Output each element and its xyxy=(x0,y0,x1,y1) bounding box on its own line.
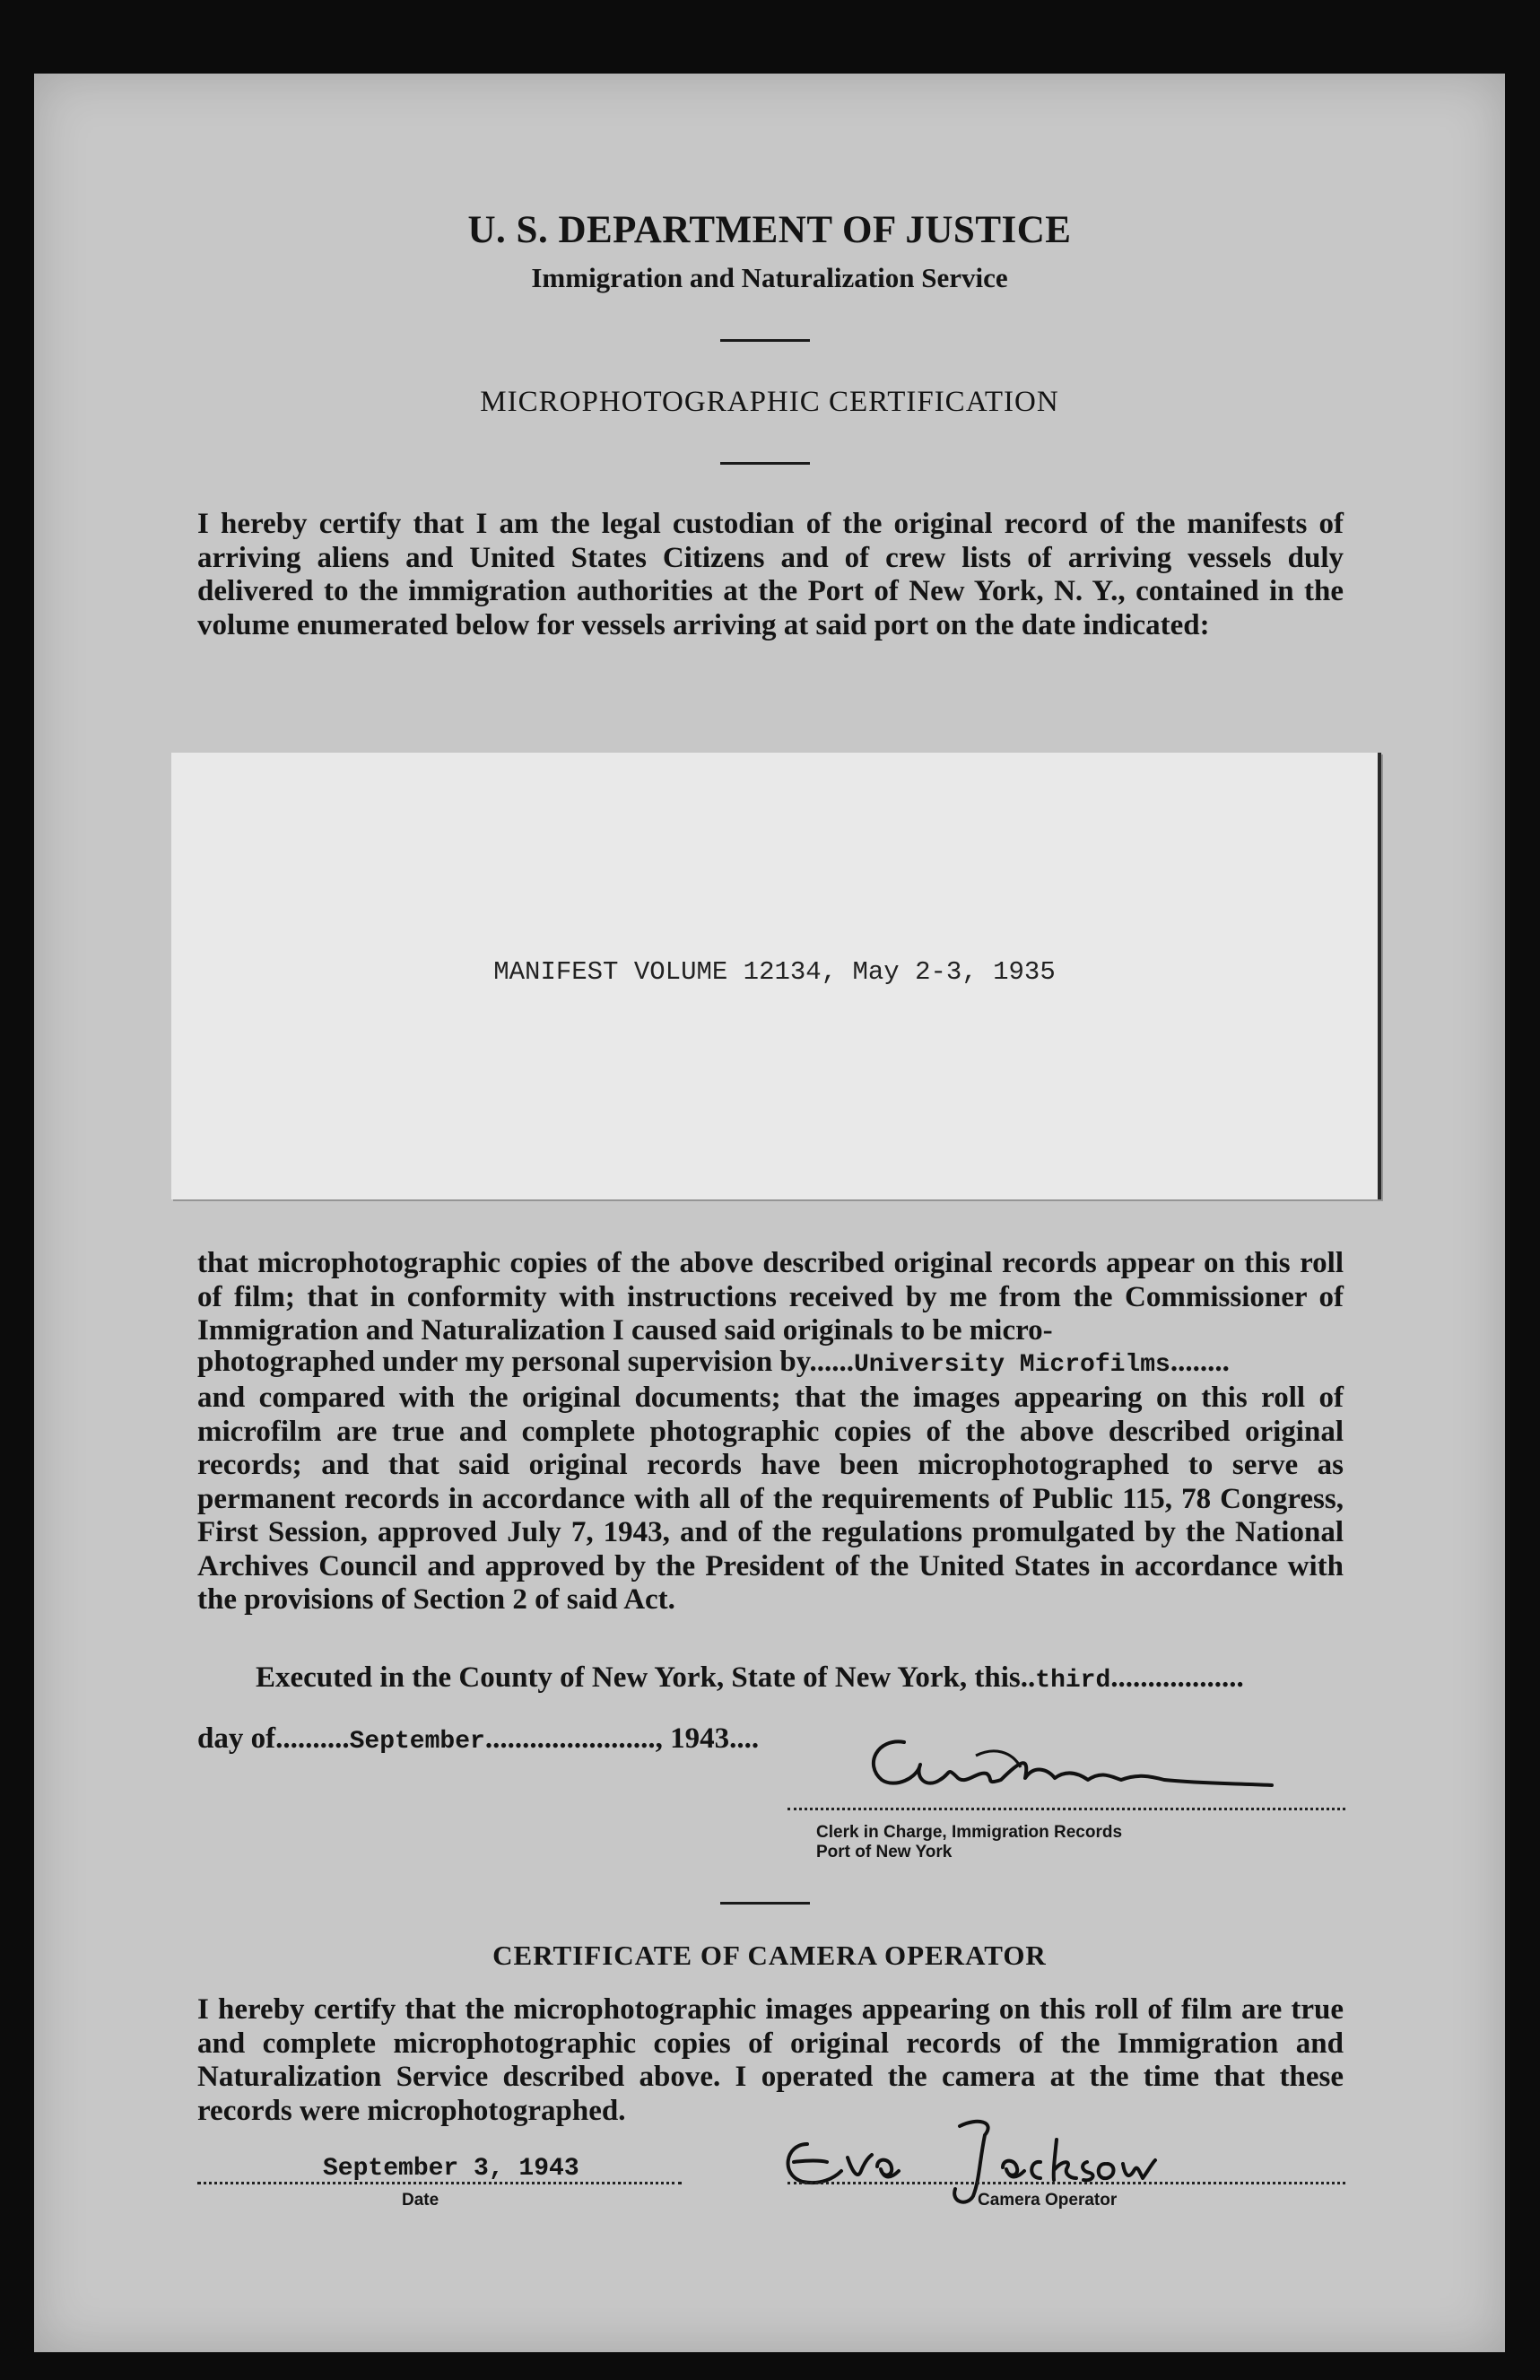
camera-operator-label: Camera Operator xyxy=(978,2191,1118,2210)
execution-line: Executed in the County of New York, State of New York, this..third.................. xyxy=(256,1661,1244,1695)
divider-rule xyxy=(720,1902,810,1905)
manifest-volume-text: MANIFEST VOLUME 12134, May 2-3, 1935 xyxy=(493,957,1056,987)
photographed-line: photographed under my personal supervision by......University Microfilms........ xyxy=(197,1346,1230,1379)
clerk-caption-line2: Port of New York xyxy=(816,1843,953,1861)
camera-date-line xyxy=(197,2182,682,2184)
execution-day: third xyxy=(1035,1667,1111,1695)
body-paragraph-part1: that microphotographic copies of the above described original records appear on this roll of film; that in conformity with instructions received by me from the Commissioner of Immigration and Naturalization I caused said originals to be micro- xyxy=(197,1247,1344,1347)
camera-section-title: CERTIFICATE OF CAMERA OPERATOR xyxy=(492,1940,1047,1971)
divider-rule xyxy=(720,462,810,465)
divider-rule xyxy=(720,339,810,342)
execution-year: , 1943 xyxy=(655,1722,730,1755)
day-of-line: day of..........September......................., 1943.... xyxy=(197,1722,760,1756)
intro-paragraph: I hereby certify that I am the legal custodian of the original record of the manifests of arriving aliens and United States Citizens and of crew lists of arriving vessels duly delivered to the immigration authorities at the Port of New York, N. Y., contained in the volume enumerated below for vessels arriving at said port on the date indicated: xyxy=(197,508,1344,641)
certificate-page xyxy=(34,74,1505,2352)
photographer-name: University Microfilms xyxy=(853,1351,1170,1379)
camera-paragraph: I hereby certify that the microphotographic images appearing on this roll of film are true and complete microphotographic copies of original records of the Immigration and Naturalization Service described above. I operated the camera at the time that these records were microphotographed. xyxy=(197,1993,1344,2127)
execution-month: September xyxy=(349,1728,485,1756)
camera-operator-line xyxy=(787,2182,1345,2184)
department-heading: U. S. DEPARTMENT OF JUSTICE xyxy=(467,209,1072,251)
camera-date-value: September 3, 1943 xyxy=(323,2155,579,2183)
clerk-signature-line xyxy=(787,1808,1345,1810)
photographed-prefix: photographed under my personal supervision by xyxy=(197,1346,810,1378)
clerk-caption-line1: Clerk in Charge, Immigration Records xyxy=(816,1823,1123,1842)
clerk-caption xyxy=(816,1823,1122,1862)
manifest-card xyxy=(171,753,1381,1199)
clerk-signature xyxy=(841,1724,1308,1805)
day-of-label: day of xyxy=(197,1722,276,1755)
body-paragraph-part2: and compared with the original documents; that the images appearing on this roll of microfilm are true and complete photographic copies of the above described original records; and that said original records have been microphotographed to serve as permanent records in accordance with all of the requirements of Public 115, 78 Congress, First Session, approved July 7, 1943, and of the regulations promulgated by the National Archives Council and approved by the President of the United States in accordance with the provisions of Section 2 of said Act. xyxy=(197,1382,1344,1616)
service-subheading: Immigration and Naturalization Service xyxy=(531,262,1008,293)
execution-prefix: Executed in the County of New York, State of New York, this xyxy=(256,1661,1021,1694)
certification-title: MICROPHOTOGRAPHIC CERTIFICATION xyxy=(480,386,1059,418)
camera-date-label: Date xyxy=(402,2191,439,2210)
